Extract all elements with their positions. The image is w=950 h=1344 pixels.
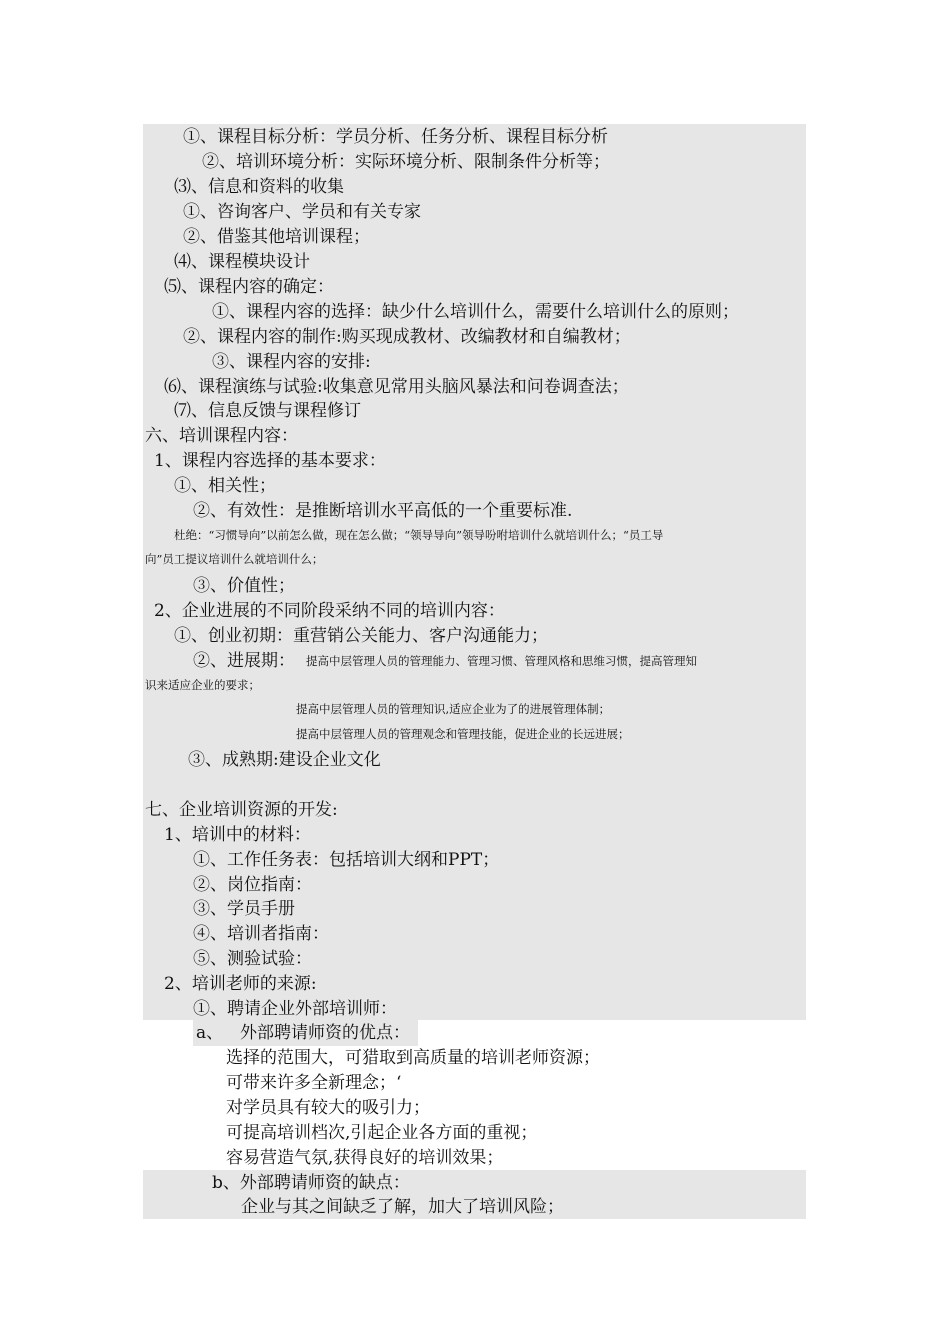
line-basic-requirements: 1、课程内容选择的基本要求： — [154, 451, 386, 471]
line-course-rehearsal: ⑹、课程演练与试验:收集意见常用头脑风暴法和问卷调查法； — [164, 377, 629, 397]
line-content-production: ②、课程内容的制作:购买现成教材、改编教材和自编教材； — [183, 327, 631, 347]
line-task-list: ①、工作任务表：包括培训大纲和PPT； — [193, 850, 500, 870]
line-student-manual: ③、学员手册 — [193, 899, 295, 919]
heading-section-six: 六、培训课程内容： — [145, 426, 298, 446]
line-item-a-marker: a、 — [196, 1023, 224, 1043]
line-teacher-sources: 2、培训老师的来源: — [164, 974, 317, 994]
line-startup-stage: ①、创业初期：重营销公关能力、客户沟通能力； — [174, 626, 548, 646]
line-growth-stage-detail-3: 提高中层管理人员的管理知识,适应企业为了的进展管理体制； — [296, 702, 611, 716]
line-growth-stage-label: ②、进展期： — [193, 651, 295, 671]
line-mature-stage: ③、成熟期:建设企业文化 — [188, 750, 381, 770]
line-advantage-5: 容易营造气氛,获得良好的培训效果； — [226, 1148, 504, 1168]
line-content-determination: ⑸、课程内容的确定： — [164, 277, 334, 297]
line-stage-content: 2、企业进展的不同阶段采纳不同的培训内容： — [154, 601, 505, 621]
line-external-disadvantages: b、外部聘请师资的缺点： — [212, 1173, 410, 1193]
line-trainer-guide: ④、培训者指南： — [193, 924, 329, 944]
line-course-goal-analysis: ①、课程目标分析：学员分析、任务分析、课程目标分析 — [183, 127, 608, 147]
line-avoid-note-2: 向”员工提议培训什么就培训什么； — [145, 552, 324, 566]
line-avoid-note-1: 杜绝：“习惯导向”以前怎么做，现在怎么做；“领导导向”领导吩咐培训什么就培训什么；“员工导 — [174, 528, 664, 542]
line-training-materials: 1、培训中的材料： — [164, 825, 311, 845]
line-advantage-2: 可带来许多全新理念；‘ — [226, 1073, 402, 1093]
line-content-arrangement: ③、课程内容的安排: — [212, 352, 371, 372]
line-consult-clients: ①、咨询客户、学员和有关专家 — [183, 202, 421, 222]
line-growth-stage-detail-1: 提高中层管理人员的管理能力、管理习惯、管理风格和思维习惯，提高管理知 — [306, 654, 697, 668]
line-tests: ⑤、测验试验： — [193, 949, 312, 969]
line-growth-stage-detail-2: 识来适应企业的要求； — [145, 678, 260, 692]
line-content-selection: ①、课程内容的选择：缺少什么培训什么，需要什么培训什么的原则； — [212, 302, 739, 322]
line-advantage-1: 选择的范围大，可猎取到高质量的培训老师资源； — [226, 1048, 600, 1068]
line-advantage-4: 可提高培训档次,引起企业各方面的重视； — [226, 1123, 538, 1143]
line-effectiveness: ②、有效性：是推断培训水平高低的一个重要标准. — [193, 501, 573, 521]
line-external-trainers: ①、聘请企业外部培训师： — [193, 999, 397, 1019]
line-borrow-courses: ②、借鉴其他培训课程； — [183, 227, 370, 247]
heading-section-seven: 七、企业培训资源的开发: — [145, 800, 338, 820]
line-value: ③、价值性； — [193, 576, 295, 596]
line-growth-stage-detail-4: 提高中层管理人员的管理观念和管理技能，促进企业的长远进展； — [296, 727, 630, 741]
line-training-environment-analysis: ②、培训环境分析：实际环境分析、限制条件分析等； — [202, 152, 610, 172]
line-external-advantages: 外部聘请师资的优点： — [240, 1023, 410, 1043]
line-module-design: ⑷、课程模块设计 — [174, 252, 310, 272]
line-relevance: ①、相关性； — [174, 476, 276, 496]
line-advantage-3: 对学员具有较大的吸引力； — [226, 1098, 430, 1118]
line-feedback-revision: ⑺、信息反馈与课程修订 — [174, 401, 361, 421]
line-disadvantage-1: 企业与其之间缺乏了解，加大了培训风险； — [241, 1197, 564, 1217]
line-info-collection: ⑶、信息和资料的收集 — [174, 177, 344, 197]
line-job-guide: ②、岗位指南： — [193, 875, 312, 895]
